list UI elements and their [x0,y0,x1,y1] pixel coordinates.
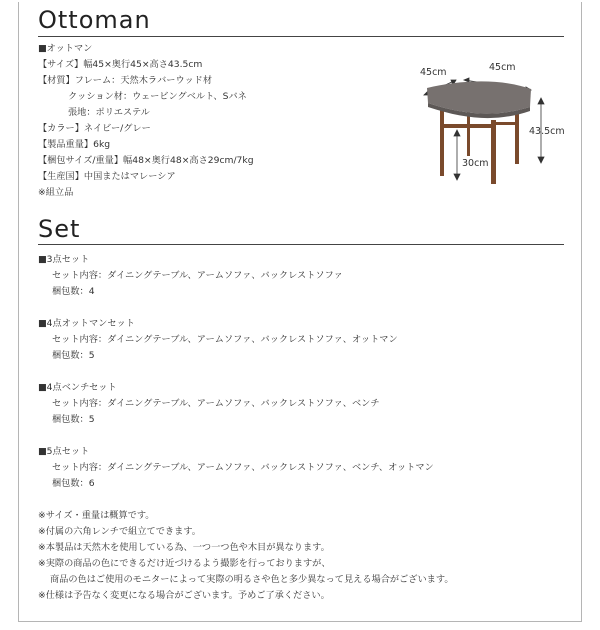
note-line: ※付属の六角レンチで組立てできます。 [38,526,201,537]
set-group-title: ■5点セット [38,446,90,457]
set-group-title: ■4点ベンチセット [38,382,117,393]
ottoman-legs [440,110,519,184]
spec-line: クッション材：ウェービングベルト、Sバネ [68,91,247,102]
spec-line: ■オットマン [38,43,93,54]
note-line: ※本製品は天然木を使用している為、一つ一つ色や木目が異なります。 [38,542,330,553]
ottoman-heading: Ottoman [38,6,151,34]
set-group-title: ■4点オットマンセット [38,318,135,329]
height-dimension-label: 43.5cm [529,126,565,137]
note-line: 商品の色はご使用のモニターによって実際の明るさや色と多少異なって見える場合がございます。 [50,574,454,585]
note-line: ※サイズ・重量は概算です。 [38,510,155,521]
spec-line: 【生産国】中国またはマレーシア [38,171,176,182]
set-group-contents: セット内容：ダイニングテーブル、アームソファ、バックレストソファ、ベンチ、オットマン [52,462,434,473]
depth-dimension-label: 45cm [420,67,447,78]
set-group-count: 梱包数：5 [52,350,95,361]
spec-line: 【カラー】ネイビー/グレー [38,123,151,134]
set-heading: Set [38,215,81,243]
spec-line: 張地：ポリエステル [68,107,150,118]
set-group-count: 梱包数：6 [52,478,95,489]
spec-line: 【梱包サイズ/重量】幅48×奥行48×高さ29cm/7kg [38,155,254,166]
width-dimension-label: 45cm [489,62,516,73]
set-group-title: ■3点セット [38,254,90,265]
set-group-count: 梱包数：4 [52,286,95,297]
set-group-contents: セット内容：ダイニングテーブル、アームソファ、バックレストソファ、オットマン [52,334,398,345]
ottoman-illustration [0,0,600,200]
note-line: ※仕様は予告なく変更になる場合がございます。予めご了承ください。 [38,590,330,601]
spec-line: 【製品重量】6kg [38,139,111,150]
set-rule [38,244,564,245]
set-group-count: 梱包数：5 [52,414,95,425]
spec-line: 【材質】フレーム：天然木ラバーウッド材 [38,75,213,86]
note-line: ※実際の商品の色にできるだけ近づけるよう撮影を行っておりますが、 [38,558,331,569]
set-group-contents: セット内容：ダイニングテーブル、アームソファ、バックレストソファ、ベンチ [52,398,380,409]
seat-height-dimension-label: 30cm [462,158,489,169]
spec-line: 【サイズ】幅45×奥行45×高さ43.5cm [38,59,203,70]
spec-line: ※組立品 [38,187,74,198]
set-group-contents: セット内容：ダイニングテーブル、アームソファ、バックレストソファ [52,270,343,281]
